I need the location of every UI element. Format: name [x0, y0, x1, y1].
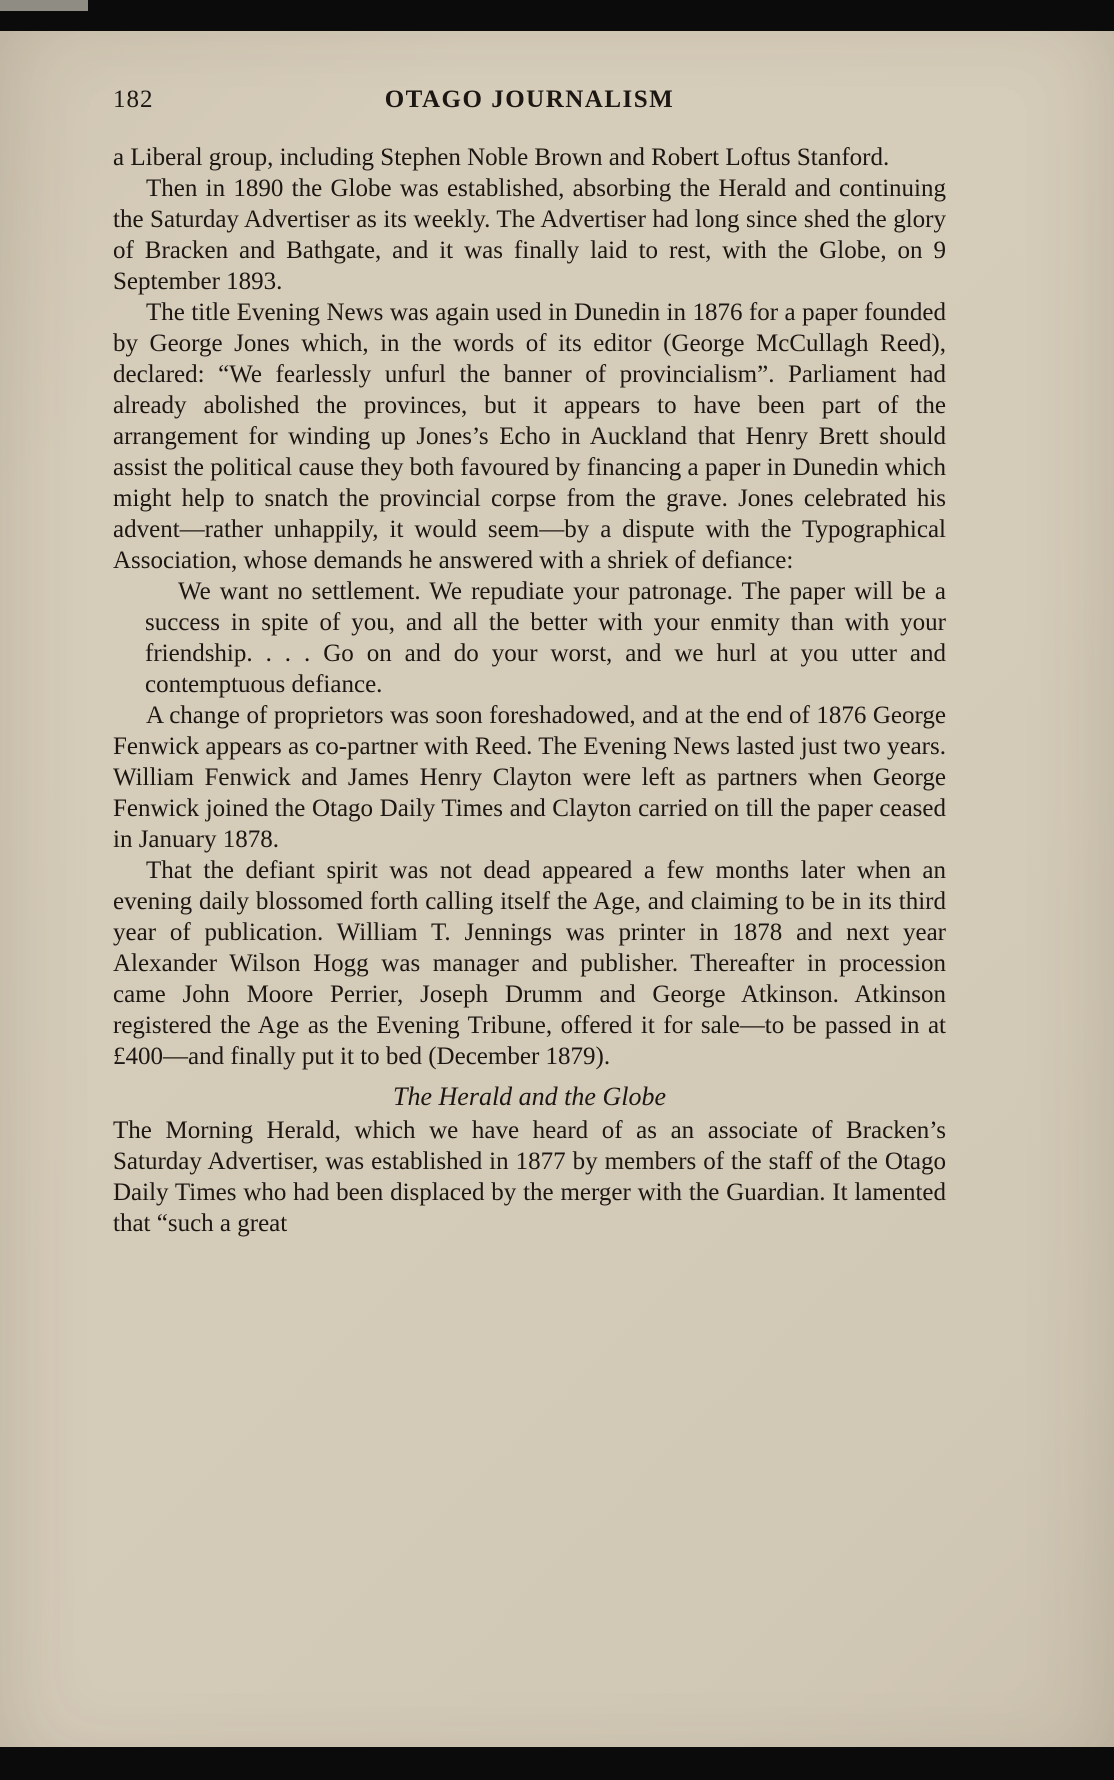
paragraph-evening-news: The title Evening News was again used in Dunedin in 1876 for a paper founded by George Jones which, in the words of its editor (George McCullagh Reed), declared: “We fearlessly unfurl the banner of provincialism”. Parliament had already abolished the provinces, but it appears to have been part of the arrangement for winding up Jones’s Echo in Auckland that Henry Brett should assist the political cause they both favoured by financing a paper in Dunedin which might help to snatch the provincial corpse from the grave. Jones celebrated his advent—rather unhappily, it would seem—by a dispute with the Typographical Association, whose demands he answered with a shriek of defiance: — [113, 299, 946, 574]
paragraph-defiant-spirit: That the defiant spirit was not dead appeared a few months later when an evening daily blossomed forth calling itself the Age, and claiming to be in its third year of publication. William T. Jennings was printer in 1878 and next year Alexander Wilson Hogg was manager and publisher. Thereafter in procession came John Moore Perrier, Joseph Drumm and George Atkinson. Atkinson registered the Age as the Evening Tribune, offered it for sale—to be passed in at £400—and finally put it to bed (December 1879). — [113, 857, 946, 1070]
text-column — [113, 86, 946, 1239]
running-title: OTAGO JOURNALISM — [384, 86, 675, 113]
scan-edge-bottom — [0, 1747, 1114, 1780]
page-number: 182 — [113, 86, 154, 113]
paragraph-change-of-proprietors: A change of proprietors was soon foreshadowed, and at the end of 1876 George Fenwick appears as co-partner with Reed. The Evening News lasted just two years. William Fenwick and James Henry Clayton were left as partners when George Fenwick joined the Otago Daily Times and Clayton carried on till the paper ceased in January 1878. — [113, 702, 946, 853]
paragraph-liberal-group: a Liberal group, including Stephen Noble Brown and Robert Loftus Stanford. — [113, 144, 890, 171]
scan-edge-top — [0, 0, 1114, 31]
section-heading-herald-and-globe: The Herald and the Globe — [393, 1082, 666, 1111]
block-quote-defiance: We want no settlement. We repudiate your patronage. The paper will be a success in spite of you, and all the better with your enmity than with your friendship. . . . Go on and do your worst, and we hurl at you utter and contemptuous defiance. — [145, 578, 946, 698]
running-head — [113, 86, 946, 120]
paragraph-globe-established: Then in 1890 the Globe was established, absorbing the Herald and continuing the Saturday Advertiser as its weekly. The Advertiser had long since shed the glory of Bracken and Bathgate, and it was finally laid to rest, with the Globe, on 9 September 1893. — [113, 175, 946, 295]
scan-notch — [0, 0, 88, 11]
body-text — [113, 142, 946, 1239]
paragraph-morning-herald: The Morning Herald, which we have heard of as an associate of Bracken’s Saturday Advertiser, was established in 1877 by members of the staff of the Otago Daily Times who had been displaced by the merger with the Guardian. It lamented that “such a great — [113, 1117, 946, 1237]
